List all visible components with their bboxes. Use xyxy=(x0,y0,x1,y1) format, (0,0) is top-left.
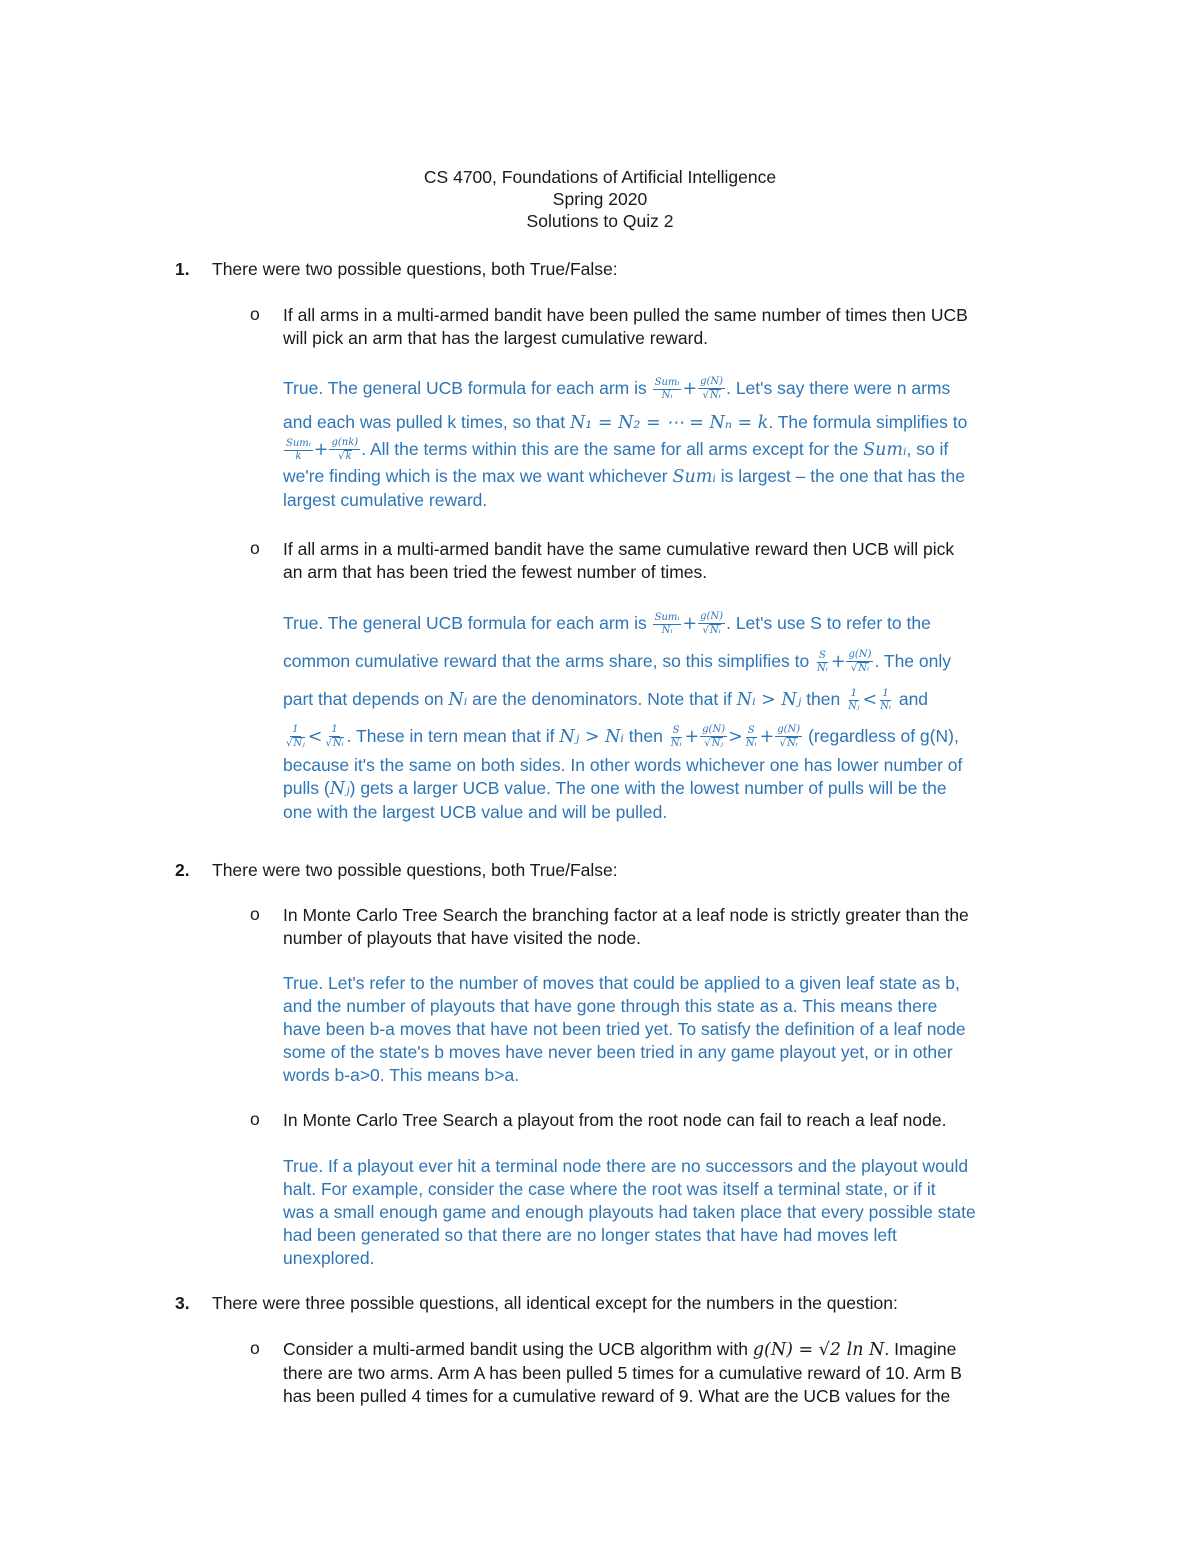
bullet: o xyxy=(250,1338,260,1358)
bullet: o xyxy=(250,538,260,558)
document-header xyxy=(0,166,1200,232)
document-title: Solutions to Quiz 2 xyxy=(526,211,674,231)
question-2a: In Monte Carlo Tree Search the branching factor at a leaf node is strictly greater than the number of playouts that have visited the node. xyxy=(283,905,969,948)
answer-1a: True. The general UCB formula for each arm is $\frac{\text{Sumᵢ}}{\text{Nᵢ}}$ + $\frac{g(N)}{\text{√Nᵢ}}$ . Let's say there were n arms and each was pulled k times, so that N₁ = N₂ = ⋯ = Nₙ = k. The formula simplifies to $\frac{\text{Sumᵢ}}{k}$ + $\frac{g(nk)}{√k}$ . All the terms within this are the same for all arms except for the Sumᵢ, so if we're finding which is the max we want whichever Sumᵢ is largest – the one that has the largest cumulative reward. xyxy=(283,376,968,510)
question-3a: Consider a multi-armed bandit using the UCB algorithm with g(N) = √2 ln N. Imagine there are two arms. Arm A has been pulled 5 times for a cumulative reward of 10. Arm B has been pulled 4 times for a cumulative reward of 9. What are the UCB values for the xyxy=(283,1339,962,1406)
answer-2a: True. Let's refer to the number of moves that could be applied to a given leaf state as b, and the number of playouts that have gone through this state as a. This means there have been b-a moves that have not been tried yet. To satisfy the definition of a leaf node some of the state's b moves have never been tried in any game playout yet, or in other words b-a>0. This means b>a. xyxy=(283,973,966,1085)
question-intro: There were two possible questions, both True/False: xyxy=(212,259,618,279)
question-1b: If all arms in a multi-armed bandit have the same cumulative reward then UCB will pick an arm that has been tried the fewest number of times. xyxy=(283,539,955,582)
question-number: 2. xyxy=(175,860,190,880)
bullet: o xyxy=(250,1109,260,1129)
question-2b: In Monte Carlo Tree Search a playout from the root node can fail to reach a leaf node. xyxy=(283,1110,947,1130)
question-number: 3. xyxy=(175,1293,190,1313)
course-title: CS 4700, Foundations of Artificial Intelligence xyxy=(423,167,777,187)
question-1a: If all arms in a multi-armed bandit have been pulled the same number of times then UCB will pick an arm that has the largest cumulative reward. xyxy=(283,305,968,348)
answer-2b: True. If a playout ever hit a terminal node there are no successors and the playout would halt. For example, consider the case where the root was itself a terminal state, or if it was a small enough game and enough playouts had taken place that every possible state had been generated so that there are no longer states that have had moves left unexplored. xyxy=(283,1156,976,1268)
question-intro: There were two possible questions, both True/False: xyxy=(212,860,618,880)
answer-1b: True. The general UCB formula for each arm is $\frac{\text{Sumᵢ}}{\text{Nᵢ}}$ + $\frac{g(N)}{\text{√Nᵢ}}$ . Let's use S to refer to the common cumulative reward that the arms share, so this simplifies to $\frac{S}{\text{Nᵢ}}$ + $\frac{g(N)}{\text{√Nᵢ}}$ . The only part that depends on Nᵢ are the denominators. Note that if Nᵢ > Nⱼ then $\frac{1}{\text{Nⱼ}}$ < $\frac{1}{\text{Nᵢ}}$ and $\frac{1}{\text{√Nⱼ}}$ < $\frac{1}{\text{√Nᵢ}}$ . These in tern mean that if Nⱼ > Nᵢ then $\frac{S}{\text{Nᵢ}}$ + $\frac{g(N)}{\text{√Nⱼ}}$ > $\frac{S}{\text{Nᵢ}}$ + $\frac{g(N)}{\text{√Nᵢ}}$ (regardless of g(N), because it's the same on both sides. In other words whichever one has lower number of pulls (Nⱼ) gets a larger UCB value. The one with the lowest number of pulls will be the one with the largest UCB value and will be pulled. xyxy=(283,611,963,822)
question-intro: There were three possible questions, all identical except for the numbers in the question: xyxy=(212,1293,898,1313)
bullet: o xyxy=(250,904,260,924)
term: Spring 2020 xyxy=(552,189,648,209)
question-number: 1. xyxy=(175,259,190,279)
bullet: o xyxy=(250,304,260,324)
